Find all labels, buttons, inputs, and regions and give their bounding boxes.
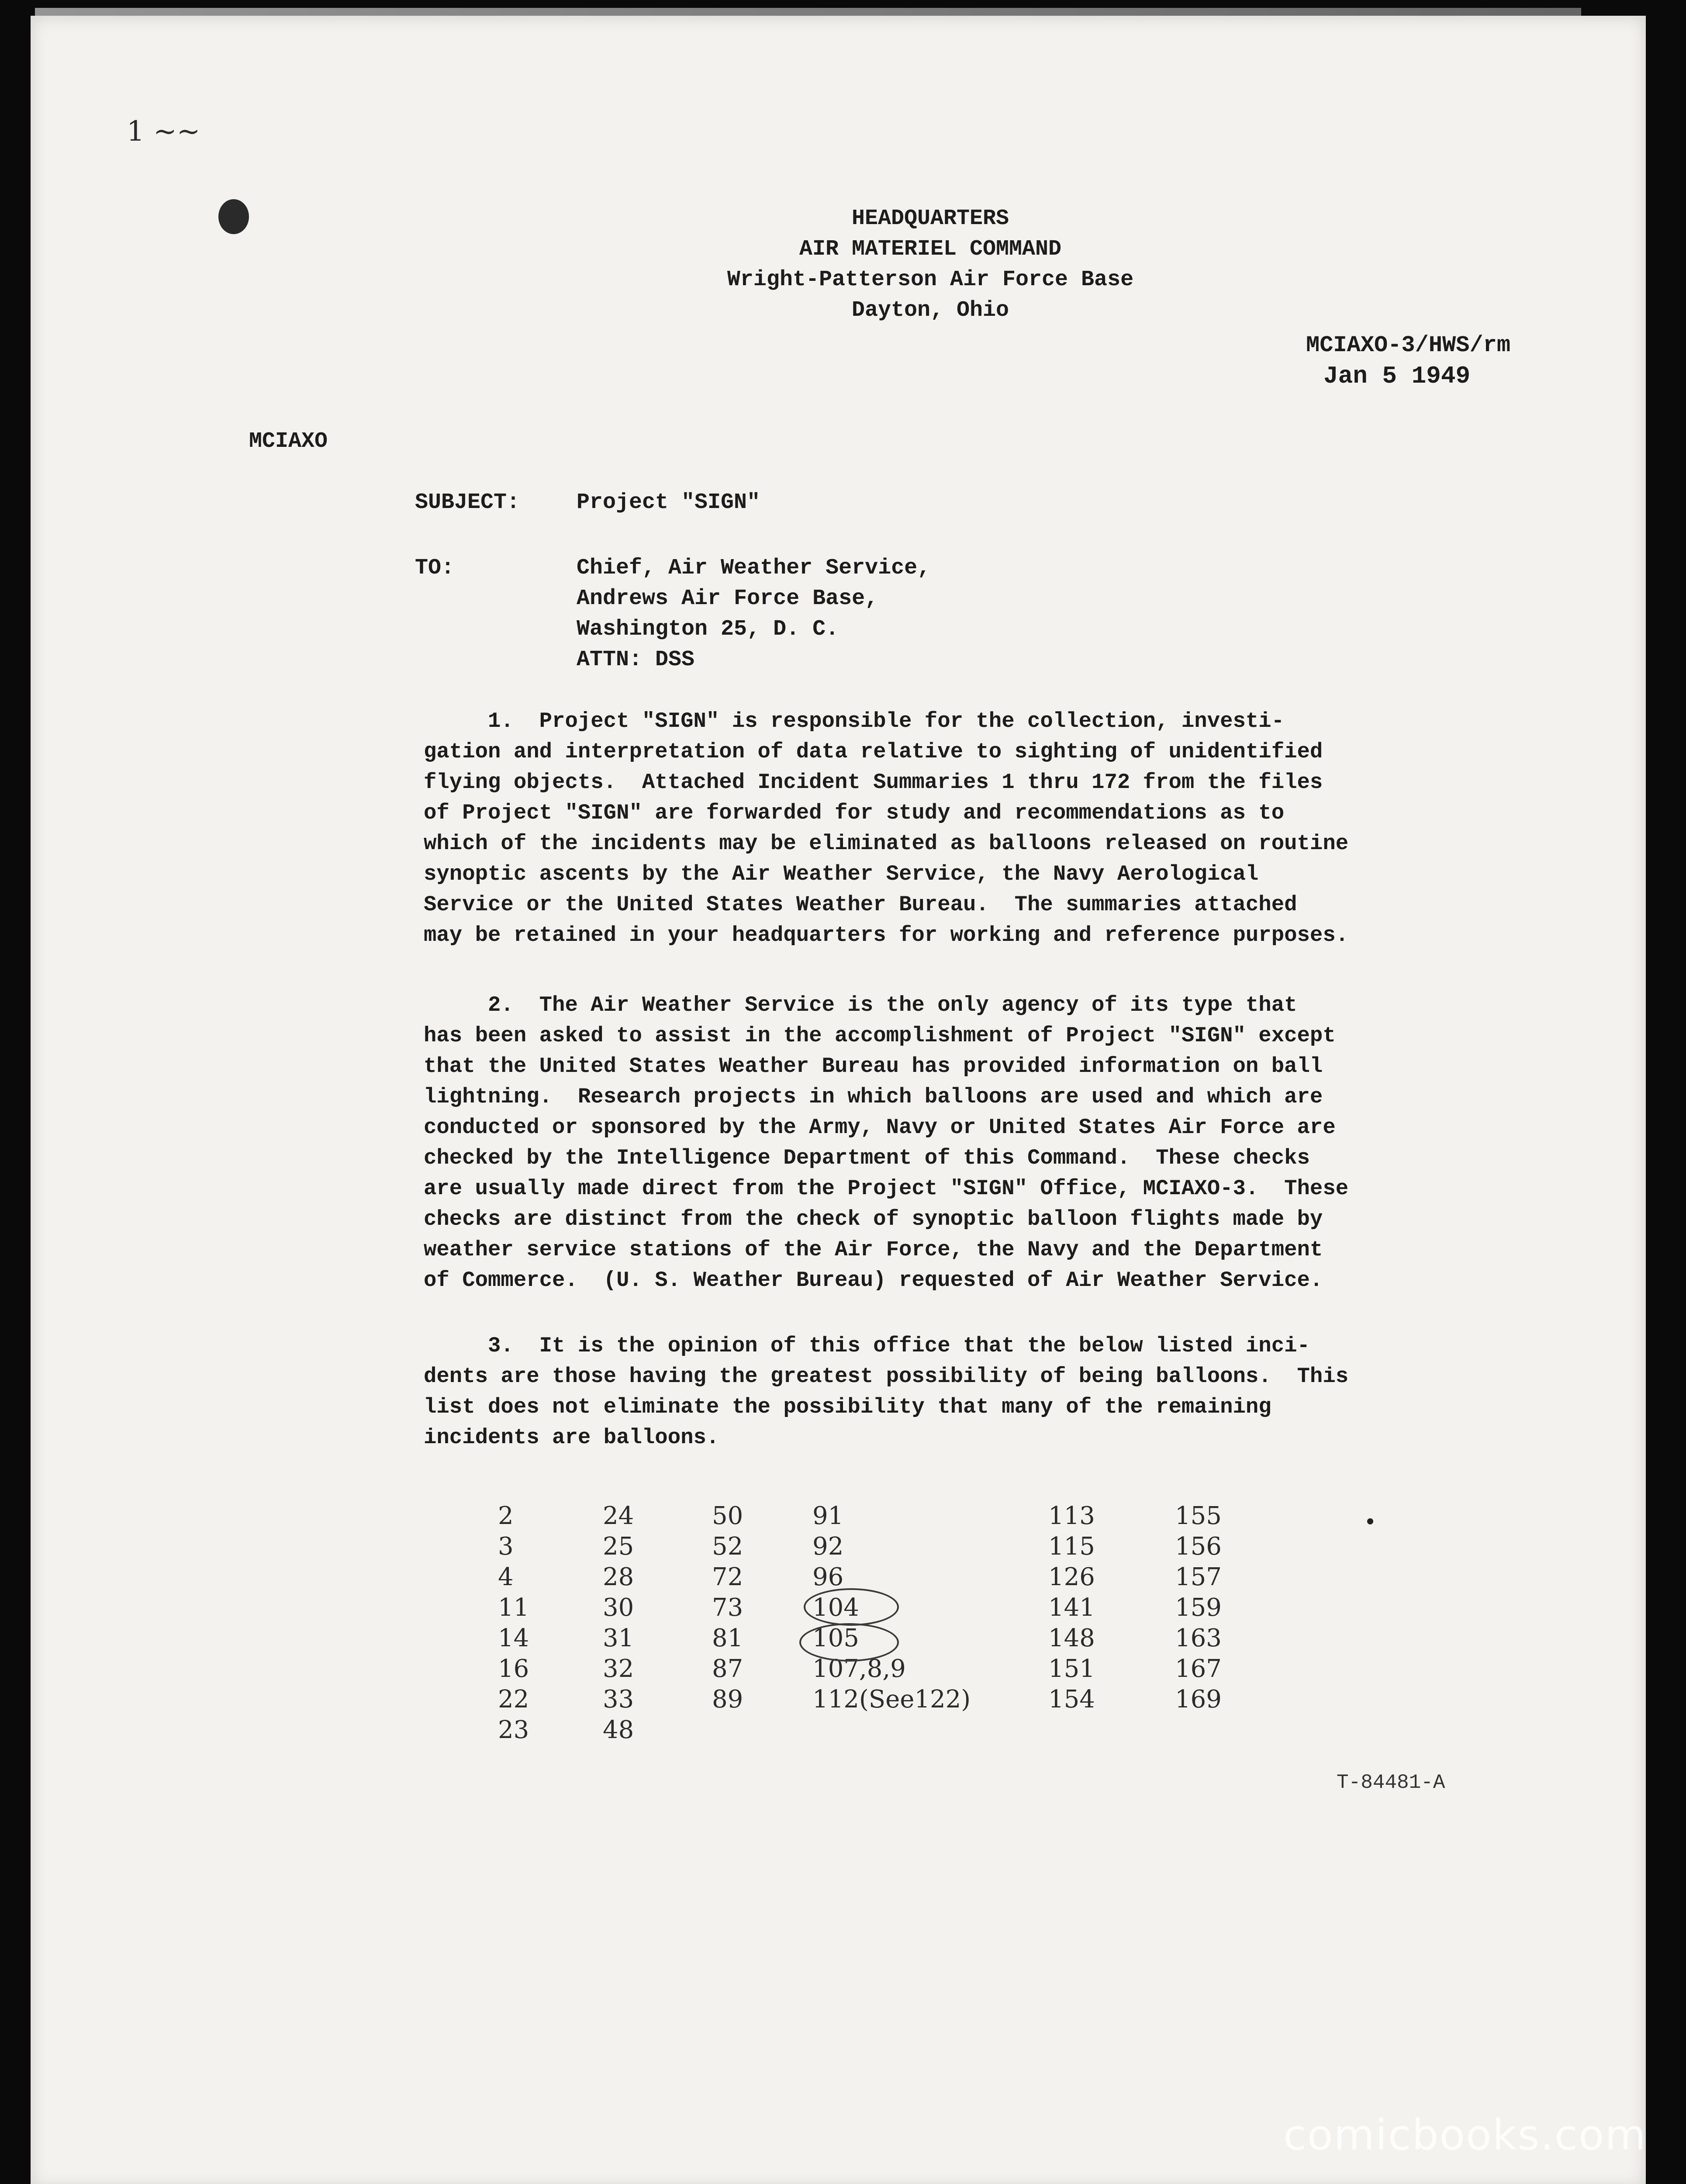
paragraph-line: incidents are balloons. xyxy=(424,1425,719,1450)
incident-number: 48 xyxy=(603,1716,634,1744)
incident-number: 91 xyxy=(812,1502,844,1530)
paragraph-line: are usually made direct from the Project "SIGN" Office, MCIAXO-3. These xyxy=(424,1176,1349,1201)
incident-number: 112(See122) xyxy=(812,1685,971,1714)
office-symbol: MCIAXO xyxy=(249,429,328,454)
incident-column-5 xyxy=(1048,1501,1095,1715)
reference-code: MCIAXO-3/HWS/rm xyxy=(1306,332,1511,358)
incident-number: 16 xyxy=(498,1655,529,1683)
handwritten-circle-icon xyxy=(799,1623,899,1662)
incident-number: 52 xyxy=(712,1532,743,1561)
paragraph-line: gation and interpretation of data relative to sighting of unidentified xyxy=(424,740,1323,764)
incident-number: 89 xyxy=(712,1685,743,1714)
incident-number: 50 xyxy=(712,1502,743,1530)
paragraph-line: checks are distinct from the check of synoptic balloon flights made by xyxy=(424,1207,1323,1231)
letter-date: Jan 5 1949 xyxy=(1323,362,1471,390)
incident-number: 22 xyxy=(498,1685,529,1714)
incident-number: 14 xyxy=(498,1624,529,1652)
incident-column-2 xyxy=(603,1501,634,1745)
paragraph-line: Service or the United States Weather Bureau. The summaries attached xyxy=(424,892,1297,917)
paragraph-line: 1. Project "SIGN" is responsible for the collection, investi- xyxy=(424,709,1285,733)
incident-number: 151 xyxy=(1048,1655,1095,1683)
incident-number: 113 xyxy=(1048,1502,1095,1530)
incident-number: 4 xyxy=(498,1563,514,1591)
incident-column-6 xyxy=(1175,1501,1222,1715)
to-line-2: Andrews Air Force Base, xyxy=(577,586,878,611)
paragraph-line: of Project "SIGN" are forwarded for study and recommendations as to xyxy=(424,801,1285,825)
incident-number: 2 xyxy=(498,1502,514,1530)
incident-number: 141 xyxy=(1048,1593,1095,1622)
incident-number: 126 xyxy=(1048,1563,1095,1591)
paragraph-line: may be retained in your headquarters for working and reference purposes. xyxy=(424,923,1349,947)
handwritten-mark: 1 ~~ xyxy=(127,115,200,148)
letterhead-line-3: Wright-Patterson Air Force Base xyxy=(727,267,1134,292)
paragraph-line: lightning. Research projects in which balloons are used and which are xyxy=(424,1085,1323,1109)
paragraph-line: synoptic ascents by the Air Weather Service, the Navy Aerological xyxy=(424,862,1259,886)
incident-number: 107,8,9 xyxy=(812,1655,906,1683)
watermark-text: comicbooks.com xyxy=(1283,2111,1647,2160)
paragraph-line: has been asked to assist in the accomplishment of Project "SIGN" except xyxy=(424,1023,1336,1048)
to-line-3: Washington 25, D. C. xyxy=(577,617,839,642)
paragraph-line: weather service stations of the Air Force, the Navy and the Department xyxy=(424,1237,1323,1262)
incident-number: 148 xyxy=(1048,1624,1095,1652)
paragraph-line: of Commerce. (U. S. Weather Bureau) requested of Air Weather Service. xyxy=(424,1268,1323,1292)
paragraph-line: 3. It is the opinion of this office that the below listed inci- xyxy=(424,1334,1310,1358)
paragraph-line: 2. The Air Weather Service is the only agency of its type that xyxy=(424,993,1297,1017)
paragraph-1 xyxy=(424,706,1603,950)
paragraph-line: conducted or sponsored by the Army, Navy or United States Air Force are xyxy=(424,1115,1336,1140)
document-page xyxy=(31,16,1646,2184)
incident-number: 72 xyxy=(712,1563,743,1591)
incident-number: 25 xyxy=(603,1532,634,1561)
paragraph-line: which of the incidents may be eliminated as balloons released on routine xyxy=(424,831,1349,856)
incident-number: 155 xyxy=(1175,1502,1222,1530)
incident-number: 33 xyxy=(603,1685,634,1714)
incident-number: 31 xyxy=(603,1624,634,1652)
incident-number: 163 xyxy=(1175,1624,1222,1652)
incident-column-3 xyxy=(712,1501,743,1715)
paragraph-line: flying objects. Attached Incident Summaries 1 thru 172 from the files xyxy=(424,770,1323,795)
to-label: TO: xyxy=(415,556,455,581)
incident-number: 11 xyxy=(498,1593,529,1622)
letterhead-line-1: HEADQUARTERS xyxy=(851,206,1009,231)
incident-number: 30 xyxy=(603,1593,634,1622)
incident-number: 159 xyxy=(1175,1593,1222,1622)
incident-number: 96 xyxy=(812,1563,844,1591)
incident-number: 105 xyxy=(812,1624,859,1652)
to-line-4: ATTN: DSS xyxy=(577,647,695,672)
incident-number: 157 xyxy=(1175,1563,1222,1591)
incident-number: 169 xyxy=(1175,1685,1222,1714)
incident-number: 32 xyxy=(603,1655,634,1683)
subject-value: Project "SIGN" xyxy=(577,490,760,515)
incident-number: 3 xyxy=(498,1532,514,1561)
incident-number: 92 xyxy=(812,1532,844,1561)
incident-number: 81 xyxy=(712,1624,743,1652)
paragraph-line: dents are those having the greatest possibility of being balloons. This xyxy=(424,1364,1349,1389)
letterhead-line-2: AIR MATERIEL COMMAND xyxy=(799,237,1062,262)
paragraph-2 xyxy=(424,990,1603,1296)
paragraph-line: that the United States Weather Bureau has provided information on ball xyxy=(424,1054,1323,1078)
stray-dot-icon xyxy=(1367,1518,1373,1524)
incident-number: 23 xyxy=(498,1716,529,1744)
incident-number: 154 xyxy=(1048,1685,1095,1714)
to-line-1: Chief, Air Weather Service, xyxy=(577,556,931,581)
incident-number: 104 xyxy=(812,1593,859,1622)
incident-number: 24 xyxy=(603,1502,634,1530)
letterhead-line-4: Dayton, Ohio xyxy=(851,298,1009,323)
incident-number: 167 xyxy=(1175,1655,1222,1683)
incident-column-1 xyxy=(498,1501,529,1745)
incident-number: 87 xyxy=(712,1655,743,1683)
subject-label: SUBJECT: xyxy=(415,490,520,515)
incident-number: 28 xyxy=(603,1563,634,1591)
incident-number: 115 xyxy=(1048,1532,1095,1561)
ink-blot-icon xyxy=(218,199,249,234)
paragraph-line: checked by the Intelligence Department of this Command. These checks xyxy=(424,1146,1310,1170)
handwritten-circle-icon xyxy=(804,1588,899,1626)
paragraph-3 xyxy=(424,1330,1603,1453)
incident-number: 73 xyxy=(712,1593,743,1622)
document-number: T-84481-A xyxy=(1337,1771,1445,1794)
incident-number: 156 xyxy=(1175,1532,1222,1561)
paragraph-line: list does not eliminate the possibility that many of the remaining xyxy=(424,1395,1271,1419)
